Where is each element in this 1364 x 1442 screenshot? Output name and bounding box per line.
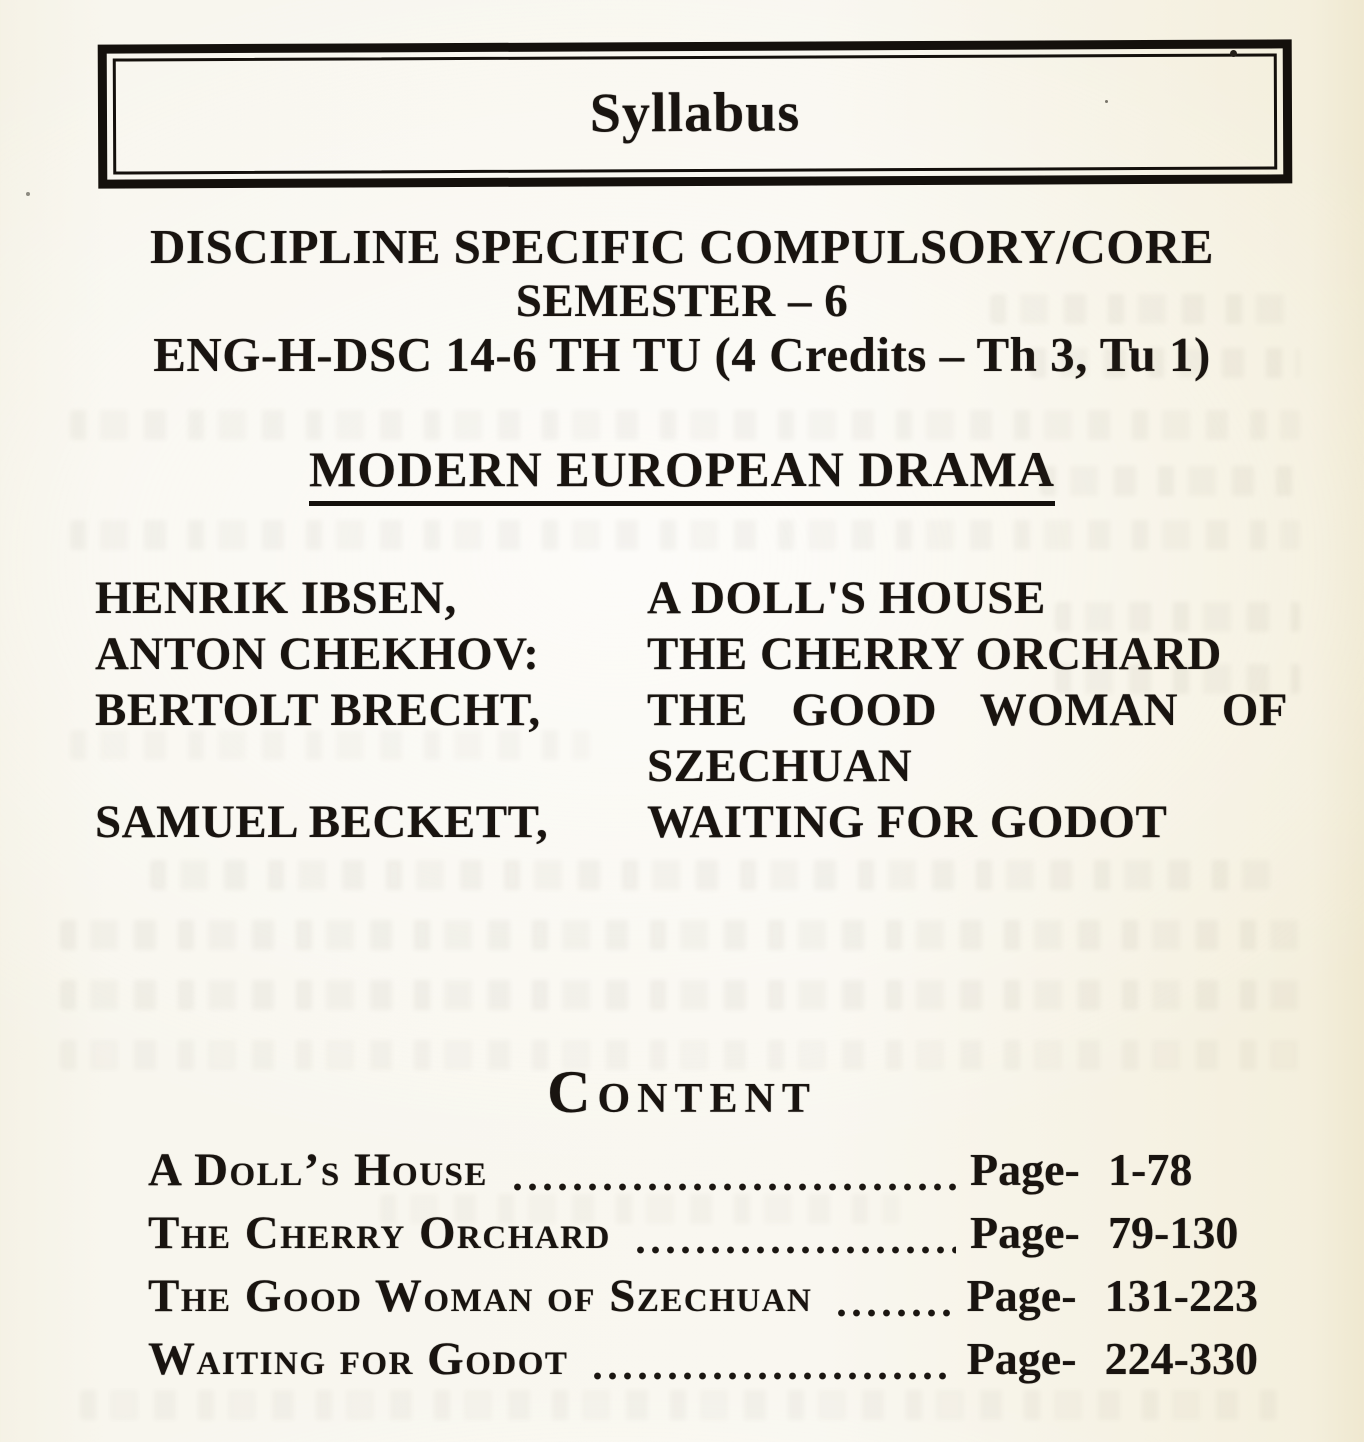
author-name: HENRIK IBSEN, [95, 572, 457, 624]
syllabus-box [98, 39, 1293, 188]
author-name: SAMUEL BECKETT, [95, 796, 549, 848]
toc-row [148, 1332, 1258, 1395]
syllabus-title: Syllabus [589, 81, 801, 145]
scanned-syllabus-page [0, 42, 1364, 1442]
reading-list-row [95, 570, 1288, 626]
page-range: 79-130 [1108, 1207, 1239, 1258]
page-label: Page- [970, 1144, 1080, 1195]
toc-row [148, 1269, 1258, 1332]
course-title-wrap [0, 440, 1364, 506]
syllabus-box-inner [113, 53, 1277, 174]
author-name: ANTON CHEKHOV: [95, 628, 540, 680]
page-label: Page- [966, 1270, 1077, 1321]
toc-title: A Doll’s House [148, 1144, 488, 1196]
reading-list [95, 570, 1288, 850]
page-label: Page- [970, 1207, 1080, 1258]
page-label: Page- [966, 1333, 1077, 1384]
reading-list-row [95, 682, 1288, 794]
reading-list-row [95, 794, 1288, 850]
work-title: WAITING FOR GODOT [647, 796, 1168, 848]
semester-line: SEMESTER – 6 [515, 275, 849, 327]
course-category: DISCIPLINE SPECIFIC COMPULSORY/CORE [150, 219, 1214, 274]
reading-list-row [95, 626, 1288, 682]
work-title: THE CHERRY ORCHARD [647, 628, 1222, 680]
scan-speck [26, 192, 30, 196]
toc-row [148, 1206, 1258, 1269]
toc-title: The Good Woman of Szechuan [148, 1270, 813, 1322]
dot-leader [834, 1269, 952, 1332]
author-name: BERTOLT BRECHT, [95, 684, 541, 736]
toc-row [148, 1143, 1258, 1206]
page-range: 224-330 [1104, 1333, 1258, 1384]
scan-speck [1105, 100, 1108, 103]
dot-leader [590, 1332, 952, 1395]
dot-leader [633, 1206, 956, 1269]
work-title: THE GOOD WOMAN OF SZECHUAN [647, 684, 1288, 792]
page-range: 1-78 [1108, 1144, 1193, 1195]
dot-leader [510, 1143, 956, 1206]
course-header [0, 220, 1364, 382]
toc-title: The Cherry Orchard [148, 1207, 611, 1259]
course-code-line: ENG-H-DSC 14-6 TH TU (4 Credits – Th 3, Tu 1) [153, 327, 1211, 382]
table-of-contents [148, 1143, 1258, 1395]
toc-title: Waiting for Godot [148, 1333, 569, 1385]
scan-speck [1230, 50, 1237, 57]
page-range: 131-223 [1104, 1270, 1258, 1321]
work-title: A DOLL'S HOUSE [647, 572, 1046, 624]
contents-heading: Content [547, 1059, 817, 1125]
course-title: MODERN EUROPEAN DRAMA [309, 440, 1055, 506]
